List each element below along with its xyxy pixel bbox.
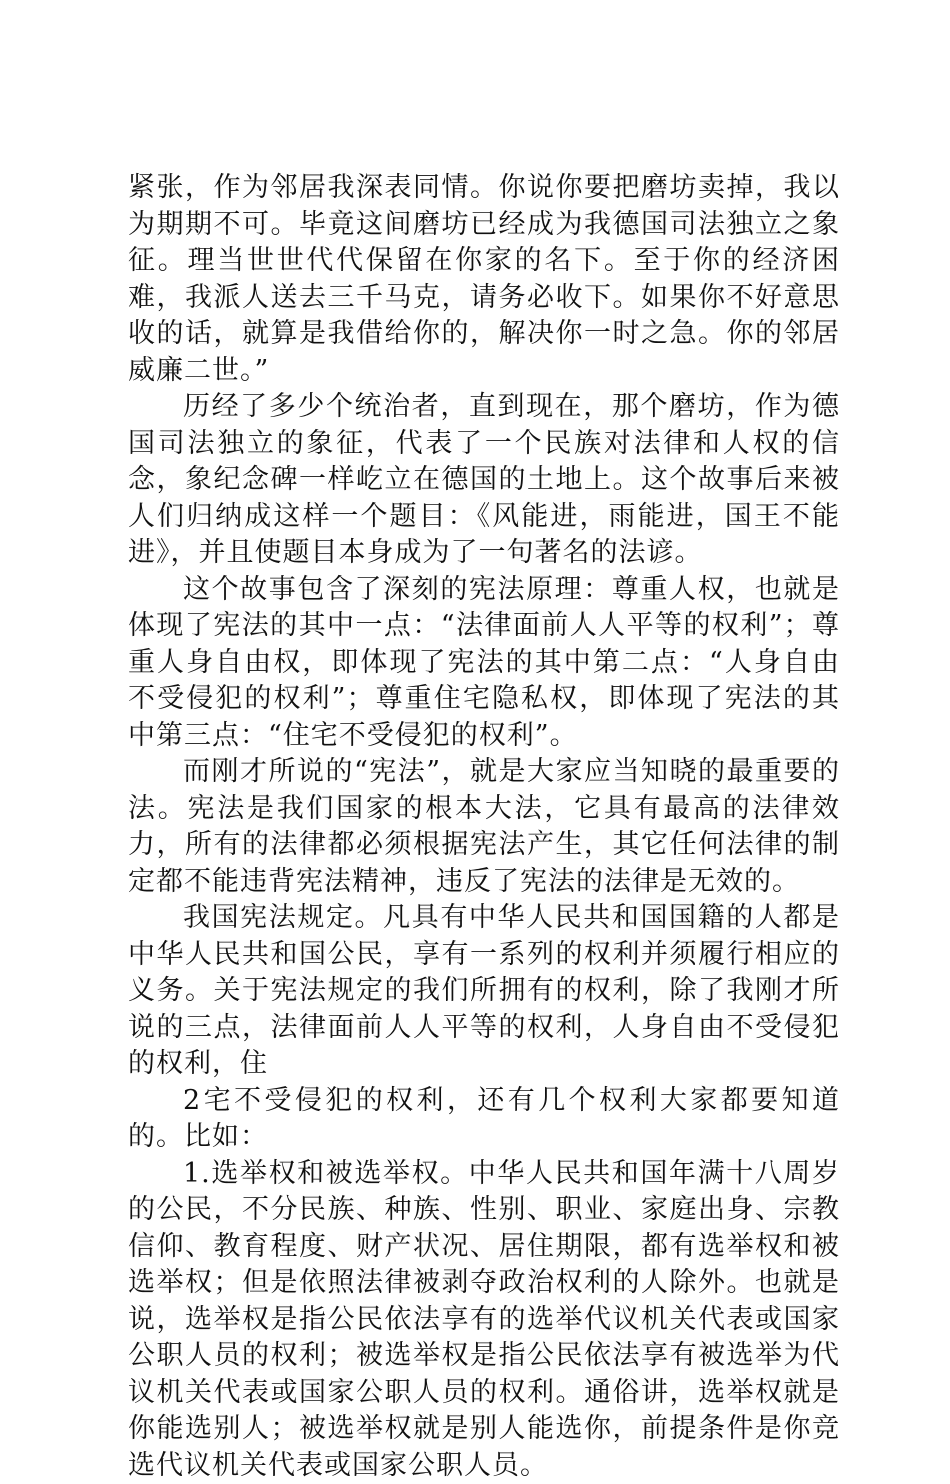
paragraph-citizen-rights: 我国宪法规定。凡具有中华人民共和国国籍的人都是中华人民共和国公民，享有一系列的权利并须履行相应的义务。关于宪法规定的我们所拥有的权利，除了我刚才所说的三点，法律面前人人平等的权利，人身自由不受侵犯的权利，住: [128, 900, 840, 1083]
paragraph-constitutional-principles: 这个故事包含了深刻的宪法原理：尊重人权，也就是体现了宪法的其中一点：“法律面前人人平等的权利”；尊重人身自由权，即体现了宪法的其中第二点：“人身自由不受侵犯的权利”；尊重住宅隐私权，即体现了宪法的其中第三点：“住宅不受侵犯的权利”。: [128, 572, 840, 755]
paragraph-constitution-definition: 而刚才所说的“宪法”，就是大家应当知晓的最重要的法。宪法是我们国家的根本大法，它具有最高的法律效力，所有的法律都必须根据宪法产生，其它任何法律的制定都不能违背宪法精神，违反了宪法的法律是无效的。: [128, 754, 840, 900]
paragraph-mill-symbol: 历经了多少个统治者，直到现在，那个磨坊，作为德国司法独立的象征，代表了一个民族对法律和人权的信念，象纪念碑一样屹立在德国的土地上。这个故事后来被人们归纳成这样一个题目：《风能进，雨能进，国王不能进》，并且使题目本身成为了一句著名的法谚。: [128, 389, 840, 572]
document-body: [128, 170, 840, 1484]
paragraph-page-continuation: 2宅不受侵犯的权利，还有几个权利大家都要知道的。比如：: [128, 1083, 840, 1156]
paragraph-letter-ending: 紧张，作为邻居我深表同情。你说你要把磨坊卖掉，我以为期期不可。毕竟这间磨坊已经成为我德国司法独立之象征。理当世世代代保留在你家的名下。至于你的经济困难，我派人送去三千马克，请务必收下。如果你不好意思收的话，就算是我借给你的，解决你一时之急。你的邻居威廉二世。”: [128, 170, 840, 389]
paragraph-election-rights: 1.选举权和被选举权。中华人民共和国年满十八周岁的公民，不分民族、种族、性别、职业、家庭出身、宗教信仰、教育程度、财产状况、居住期限，都有选举权和被选举权；但是依照法律被剥夺政治权利的人除外。也就是说，选举权是指公民依法享有的选举代议机关代表或国家公职人员的权利；被选举权是指公民依法享有被选举为代议机关代表或国家公职人员的权利。通俗讲，选举权就是你能选别人；被选举权就是别人能选你，前提条件是你竞选代议机关代表或国家公职人员。: [128, 1156, 840, 1484]
